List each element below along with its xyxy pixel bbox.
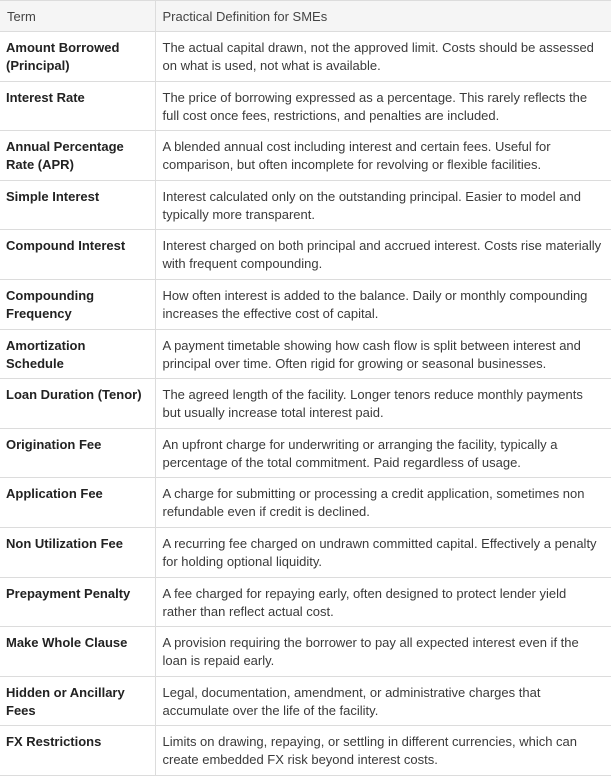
term-cell: Origination Fee xyxy=(0,428,155,478)
table-row xyxy=(0,577,611,627)
definition-cell: A fee charged for repaying early, often designed to protect lender yield rather than reflect actual cost. xyxy=(155,577,611,627)
table-row xyxy=(0,81,611,131)
table-row xyxy=(0,379,611,429)
definition-cell: The agreed length of the facility. Longer tenors reduce monthly payments but usually increase total interest paid. xyxy=(155,379,611,429)
table-row xyxy=(0,676,611,726)
table-row xyxy=(0,329,611,379)
term-cell: Loan Duration (Tenor) xyxy=(0,379,155,429)
table-row xyxy=(0,428,611,478)
term-cell: Amount Borrowed (Principal) xyxy=(0,32,155,82)
term-cell: Prepayment Penalty xyxy=(0,577,155,627)
definition-cell: A provision requiring the borrower to pay all expected interest even if the loan is repaid early. xyxy=(155,627,611,677)
term-cell: Annual Percentage Rate (APR) xyxy=(0,131,155,181)
header-row xyxy=(0,1,611,32)
term-cell: Application Fee xyxy=(0,478,155,528)
term-cell: Compounding Frequency xyxy=(0,279,155,329)
table-row xyxy=(0,478,611,528)
table-row xyxy=(0,527,611,577)
term-column-header: Term xyxy=(0,1,155,32)
term-cell: Simple Interest xyxy=(0,180,155,230)
table-row xyxy=(0,726,611,776)
table-row xyxy=(0,131,611,181)
definition-cell: The actual capital drawn, not the approved limit. Costs should be assessed on what is used, not what is available. xyxy=(155,32,611,82)
definition-cell: How often interest is added to the balance. Daily or monthly compounding increases the effective cost of capital. xyxy=(155,279,611,329)
table-row xyxy=(0,32,611,82)
definition-cell: A payment timetable showing how cash flow is split between interest and principal over time. Often rigid for growing or seasonal businesses. xyxy=(155,329,611,379)
definition-cell: A charge for submitting or processing a credit application, sometimes non refundable even if credit is declined. xyxy=(155,478,611,528)
definition-column-header: Practical Definition for SMEs xyxy=(155,1,611,32)
table-row xyxy=(0,230,611,280)
definition-cell: A blended annual cost including interest and certain fees. Useful for comparison, but often incomplete for revolving or flexible facilities. xyxy=(155,131,611,181)
term-cell: Amortization Schedule xyxy=(0,329,155,379)
term-cell: Hidden or Ancillary Fees xyxy=(0,676,155,726)
definition-cell: The price of borrowing expressed as a percentage. This rarely reflects the full cost once fees, restrictions, and penalties are included. xyxy=(155,81,611,131)
definition-cell: Limits on drawing, repaying, or settling in different currencies, which can create embedded FX risk beyond interest costs. xyxy=(155,726,611,776)
table-row xyxy=(0,279,611,329)
table-header xyxy=(0,1,611,32)
term-cell: FX Restrictions xyxy=(0,726,155,776)
definition-cell: Interest calculated only on the outstanding principal. Easier to model and typically more transparent. xyxy=(155,180,611,230)
definition-cell: Legal, documentation, amendment, or administrative charges that accumulate over the life of the facility. xyxy=(155,676,611,726)
term-cell: Non Utilization Fee xyxy=(0,527,155,577)
term-cell: Compound Interest xyxy=(0,230,155,280)
table-row xyxy=(0,180,611,230)
definition-cell: Interest charged on both principal and accrued interest. Costs rise materially with frequent compounding. xyxy=(155,230,611,280)
term-cell: Interest Rate xyxy=(0,81,155,131)
definition-cell: An upfront charge for underwriting or arranging the facility, typically a percentage of the total commitment. Paid regardless of usage. xyxy=(155,428,611,478)
table-row xyxy=(0,627,611,677)
table-body xyxy=(0,32,611,776)
term-cell: Make Whole Clause xyxy=(0,627,155,677)
definition-cell: A recurring fee charged on undrawn committed capital. Effectively a penalty for holding optional liquidity. xyxy=(155,527,611,577)
